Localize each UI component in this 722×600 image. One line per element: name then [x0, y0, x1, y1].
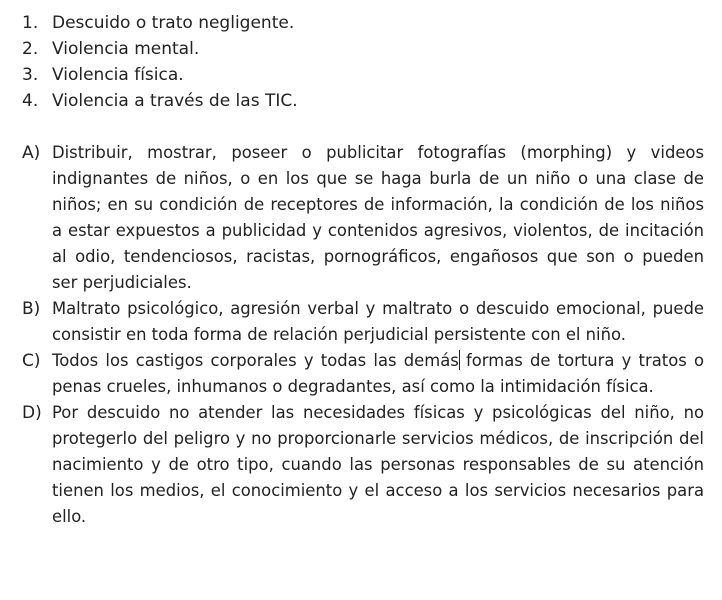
item-number: 4. [22, 91, 39, 111]
item-text: Por descuido no atender las necesidades físicas y psicológicas del niño, no protegerlo del peligro y no proporcionarle servicios médicos, de inscripción del nacimiento y de otro tipo, cuando las personas responsables de su atención tienen los medios, el conocimiento y el acceso a los servicios necesarios para ello. [52, 403, 704, 526]
list-item [22, 88, 704, 114]
numbered-list [22, 10, 704, 114]
item-letter: B) [22, 299, 41, 319]
item-text: Distribuir, mostrar, poseer o publicitar fotografías (morphing) y videos indignantes de niños, o en los que se haga burla de un niño o una clase de niños; en su condición de receptores de información, la condición de los niños a estar expuestos a publicidad y contenidos agresivos, violentos, de incitación al odio, tendenciosos, racistas, pornográficos, engañosos que son o pueden ser perjudiciales. [52, 143, 704, 292]
item-text: Violencia a través de las TIC. [52, 91, 298, 111]
text-before-cursor: Todos los castigos corporales y todas las demás [52, 351, 459, 370]
list-item-b [22, 296, 704, 348]
item-letter: C) [22, 351, 41, 371]
paragraph-gap [22, 114, 704, 140]
item-text [52, 348, 704, 400]
item-text: Maltrato psicológico, agresión verbal y maltrato o descuido emocional, puede consistir en toda forma de relación perjudicial persistente con el niño. [52, 299, 704, 344]
item-text: Descuido o trato negligente. [52, 13, 295, 33]
item-number: 1. [22, 13, 39, 33]
list-item-d [22, 400, 704, 530]
list-item-a [22, 140, 704, 296]
list-item [22, 62, 704, 88]
lettered-list [22, 140, 704, 530]
item-number: 3. [22, 65, 39, 85]
list-item [22, 36, 704, 62]
document-body [0, 10, 722, 530]
item-text: Violencia física. [52, 65, 184, 85]
item-number: 2. [22, 39, 39, 59]
item-letter: D) [22, 403, 42, 423]
text-after-cursor: formas de tortura y tratos o penas crueles, inhumanos o degradantes, así como la intimidación física. [52, 351, 704, 396]
list-item [22, 10, 704, 36]
item-text: Violencia mental. [52, 39, 200, 59]
item-letter: A) [22, 143, 41, 163]
list-item-c [22, 348, 704, 400]
